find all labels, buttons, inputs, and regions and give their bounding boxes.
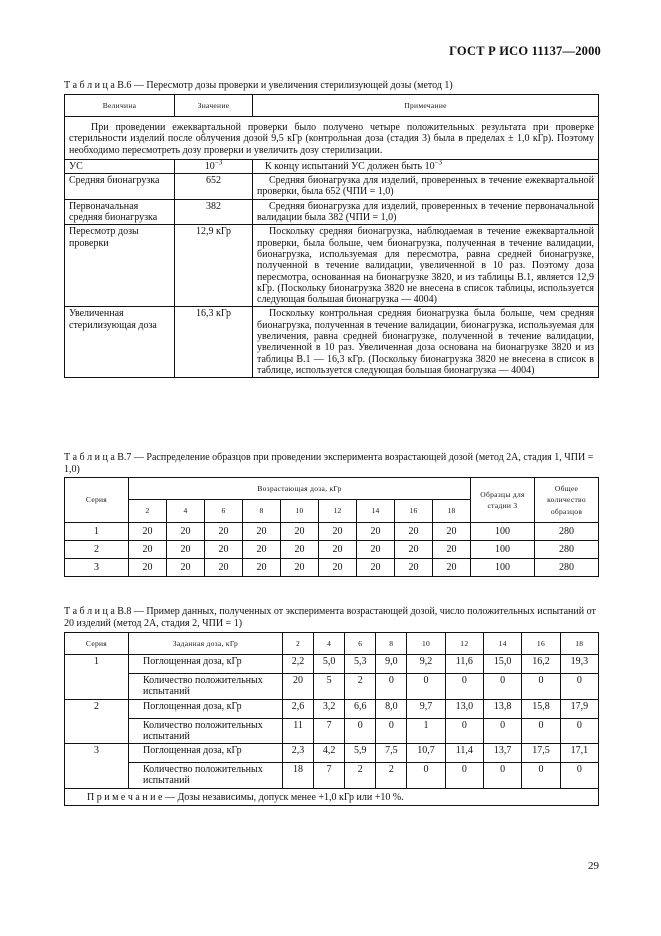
dose-header: 2: [129, 500, 167, 523]
table-cell: 20: [281, 559, 319, 577]
dose-header: 8: [243, 500, 281, 523]
col-header: Возрастающая доза, кГр: [129, 478, 471, 500]
table-cell: 15,8: [522, 699, 560, 718]
table-cell: 20: [283, 674, 314, 700]
table-cell: 20: [167, 559, 205, 577]
table-cell: 2: [376, 763, 407, 789]
series-cell: 2: [65, 699, 129, 744]
dose-header: 14: [357, 500, 395, 523]
table-cell: 11,4: [445, 744, 483, 763]
col-header: Серия: [65, 633, 129, 655]
table-cell: 0: [407, 674, 445, 700]
table-note: П р и м е ч а н и е — Дозы независимы, допуск менее +1,0 кГр или +10 %.: [65, 788, 599, 805]
table-cell: 2: [65, 541, 129, 559]
row-value: $10^{-3}$: [175, 159, 253, 173]
table-cell: 13,7: [484, 744, 522, 763]
table-cell: 3,2: [314, 699, 345, 718]
table-cell: 20: [319, 559, 357, 577]
table-cell: 0: [376, 674, 407, 700]
dose-header: 12: [319, 500, 357, 523]
table-cell: 11,6: [445, 655, 483, 674]
table-cell: 0: [445, 674, 483, 700]
table-cell: 20: [395, 541, 433, 559]
row-note: Средняя бионагрузка для изделий, проверенных в течение ежеквартальной проверки, была 652 (ЧПИ = 1,0): [253, 174, 599, 200]
table-cell: 1: [407, 718, 445, 744]
table-cell: 20: [205, 541, 243, 559]
row-label: Поглощенная доза, кГр: [129, 655, 283, 674]
table-cell: 0: [376, 718, 407, 744]
table-row: [65, 718, 599, 744]
table-cell: 100: [471, 559, 535, 577]
table-cell: 20: [433, 541, 471, 559]
table-cell: 2: [345, 674, 376, 700]
table-cell: 3: [65, 559, 129, 577]
table-cell: 20: [433, 523, 471, 541]
dose-header: 16: [395, 500, 433, 523]
page-number: 29: [588, 860, 599, 872]
table-cell: 20: [129, 541, 167, 559]
table-b6-caption: Т а б л и ц а В.6 — Пересмотр дозы проверки и увеличения стерилизующей дозы (метод 1): [64, 80, 453, 91]
table-cell: 5,3: [345, 655, 376, 674]
table-cell: 9,2: [407, 655, 445, 674]
table-cell: 100: [471, 541, 535, 559]
col-header: Общее количество образцов: [535, 478, 599, 523]
dose-header: 6: [205, 500, 243, 523]
col-header: Серия: [65, 478, 129, 523]
table-cell: 20: [167, 523, 205, 541]
row-label: Поглощенная доза, кГр: [129, 744, 283, 763]
table-cell: 20: [243, 523, 281, 541]
table-cell: 0: [522, 674, 560, 700]
table-cell: 20: [243, 541, 281, 559]
table-cell: 0: [345, 718, 376, 744]
table-cell: 20: [357, 541, 395, 559]
table-cell: 0: [522, 763, 560, 789]
table-cell: 20: [129, 523, 167, 541]
table-cell: 0: [560, 718, 598, 744]
table-cell: 20: [243, 559, 281, 577]
table-cell: 0: [484, 718, 522, 744]
dose-header: 4: [167, 500, 205, 523]
table-row: [65, 655, 599, 674]
table-cell: 20: [281, 541, 319, 559]
row-note: Средняя бионагрузка для изделий, проверенных в течение первоначальной валидации была 382 (ЧПИ = 1,0): [253, 199, 599, 225]
table-cell: 13,8: [484, 699, 522, 718]
dose-header: 12: [445, 633, 483, 655]
table-cell: 20: [319, 541, 357, 559]
row-name: Средняя бионагрузка: [65, 174, 175, 200]
dose-header: 4: [314, 633, 345, 655]
table-cell: 20: [395, 523, 433, 541]
table-cell: 2: [345, 763, 376, 789]
dose-header: 14: [484, 633, 522, 655]
table-cell: 20: [357, 523, 395, 541]
table-cell: 0: [560, 674, 598, 700]
dose-header: 16: [522, 633, 560, 655]
table-b7: [64, 477, 599, 577]
table-row: [65, 559, 599, 577]
table-cell: 20: [357, 559, 395, 577]
table-cell: 10,7: [407, 744, 445, 763]
table-cell: 100: [471, 523, 535, 541]
table-cell: 0: [484, 763, 522, 789]
dose-header: 18: [433, 500, 471, 523]
table-row: [65, 523, 599, 541]
table-cell: 19,3: [560, 655, 598, 674]
table-cell: 0: [445, 718, 483, 744]
intro-text: При проведении ежеквартальной проверки было получено четыре положительных результата при проверке стерильности изделий после облучения дозой 9,5 кГр (контрольная доза (стадия 3) была в пределах ± 1,0 кГр). Поэтому необходимо пересмотреть дозу проверки и увеличить дозу стерилизации.: [65, 117, 599, 160]
row-note: Поскольку контрольная средняя бионагрузка была больше, чем средняя бионагрузка, полученная в течение валидации, бионагрузка, используемая для увеличения, равна средней бионагрузке, полученной в течение валидации, увеличенной в 10 раз. Увеличенная доза основана на бионагрузке 3820 и из таблицы В.1 — 16,3 кГр. (Поскольку бионагрузка 3820 не внесена в список в таблице, используется следующая большая бионагрузка — 4004): [253, 307, 599, 378]
table-cell: 0: [407, 763, 445, 789]
table-row: [65, 763, 599, 789]
table-cell: 5,0: [314, 655, 345, 674]
table-cell: 2,6: [283, 699, 314, 718]
table-cell: 7: [314, 718, 345, 744]
row-note: Поскольку средняя бионагрузка, наблюдаемая в течение ежеквартальной проверки, была больше, чем бионагрузка, полученная в течение валидации, бионагрузка, используемая для пересмотра, равна средней бионагрузке, полученной в течение валидации, увеличенной в 10 раз. Поэтому доза пересмотра, основанная на бионагрузке 3820, и из таблицы В.1, является 12,9 кГр. (Поскольку бионагрузка 3820 не внесена в список таблицы, используется следующая большая бионагрузка — 4004): [253, 225, 599, 307]
table-b6: [64, 94, 599, 378]
dose-header: 10: [281, 500, 319, 523]
row-name: Первоначальная средняя бионагрузка: [65, 199, 175, 225]
table-cell: 7,5: [376, 744, 407, 763]
table-cell: 11: [283, 718, 314, 744]
table-cell: 4,2: [314, 744, 345, 763]
table-cell: 17,9: [560, 699, 598, 718]
table-cell: 8,0: [376, 699, 407, 718]
row-value: 16,3 кГр: [175, 307, 253, 378]
row-label: Количество положительных испытаний: [129, 763, 283, 789]
table-cell: 6,6: [345, 699, 376, 718]
dose-header: 10: [407, 633, 445, 655]
table-cell: 9,7: [407, 699, 445, 718]
table-b8-caption: Т а б л и ц а В.8 — Пример данных, полученных от эксперимента возрастающей дозой, число положительных испытаний от 20 изделий (метод 2А, стадия 2, ЧПИ = 1): [64, 606, 596, 629]
table-cell: 16,2: [522, 655, 560, 674]
table-row: [65, 674, 599, 700]
series-cell: 1: [65, 655, 129, 700]
table-b8: [64, 632, 599, 806]
table-row: [65, 744, 599, 763]
table-cell: 20: [319, 523, 357, 541]
table-row: [65, 541, 599, 559]
table-cell: 1: [65, 523, 129, 541]
dose-header: 8: [376, 633, 407, 655]
table-cell: 20: [205, 559, 243, 577]
table-cell: 280: [535, 559, 599, 577]
table-cell: 13,0: [445, 699, 483, 718]
row-name: Увеличенная стерилизующая доза: [65, 307, 175, 378]
col-header: Заданная доза, кГр: [129, 633, 283, 655]
col-header: Примечание: [253, 95, 599, 117]
col-header: Значение: [175, 95, 253, 117]
row-value: 382: [175, 199, 253, 225]
table-cell: 7: [314, 763, 345, 789]
table-cell: 20: [167, 541, 205, 559]
row-label: Поглощенная доза, кГр: [129, 699, 283, 718]
table-cell: 20: [205, 523, 243, 541]
row-name: УС: [65, 159, 175, 173]
table-cell: 2,3: [283, 744, 314, 763]
table-cell: 0: [484, 674, 522, 700]
dose-header: 18: [560, 633, 598, 655]
table-cell: 20: [395, 559, 433, 577]
table-cell: 20: [433, 559, 471, 577]
dose-header: 6: [345, 633, 376, 655]
table-cell: 5: [314, 674, 345, 700]
table-cell: 15,0: [484, 655, 522, 674]
series-cell: 3: [65, 744, 129, 789]
row-label: Количество положительных испытаний: [129, 674, 283, 700]
table-cell: 20: [281, 523, 319, 541]
table-cell: 17,1: [560, 744, 598, 763]
table-cell: 280: [535, 523, 599, 541]
table-cell: 280: [535, 541, 599, 559]
row-label: Количество положительных испытаний: [129, 718, 283, 744]
col-header: Образцы для стадии 3: [471, 478, 535, 523]
table-cell: 9,0: [376, 655, 407, 674]
table-b7-caption: Т а б л и ц а В.7 — Распределение образцов при проведении эксперимента возрастающей дозой (метод 2А, стадия 1, ЧПИ = 1,0): [64, 452, 594, 475]
table-cell: 0: [522, 718, 560, 744]
table-cell: 18: [283, 763, 314, 789]
table-cell: 20: [129, 559, 167, 577]
table-row: [65, 699, 599, 718]
page-header: ГОСТ Р ИСО 11137—2000: [449, 44, 601, 58]
table-cell: 5,9: [345, 744, 376, 763]
row-value: 12,9 кГр: [175, 225, 253, 307]
table-cell: 0: [560, 763, 598, 789]
row-name: Пересмотр дозы проверки: [65, 225, 175, 307]
row-value: 652: [175, 174, 253, 200]
col-header: Величина: [65, 95, 175, 117]
row-note: К концу испытаний УС должен быть $10^{-3}$: [253, 159, 599, 173]
table-cell: 17,5: [522, 744, 560, 763]
dose-header: 2: [283, 633, 314, 655]
table-cell: 0: [445, 763, 483, 789]
table-cell: 2,2: [283, 655, 314, 674]
